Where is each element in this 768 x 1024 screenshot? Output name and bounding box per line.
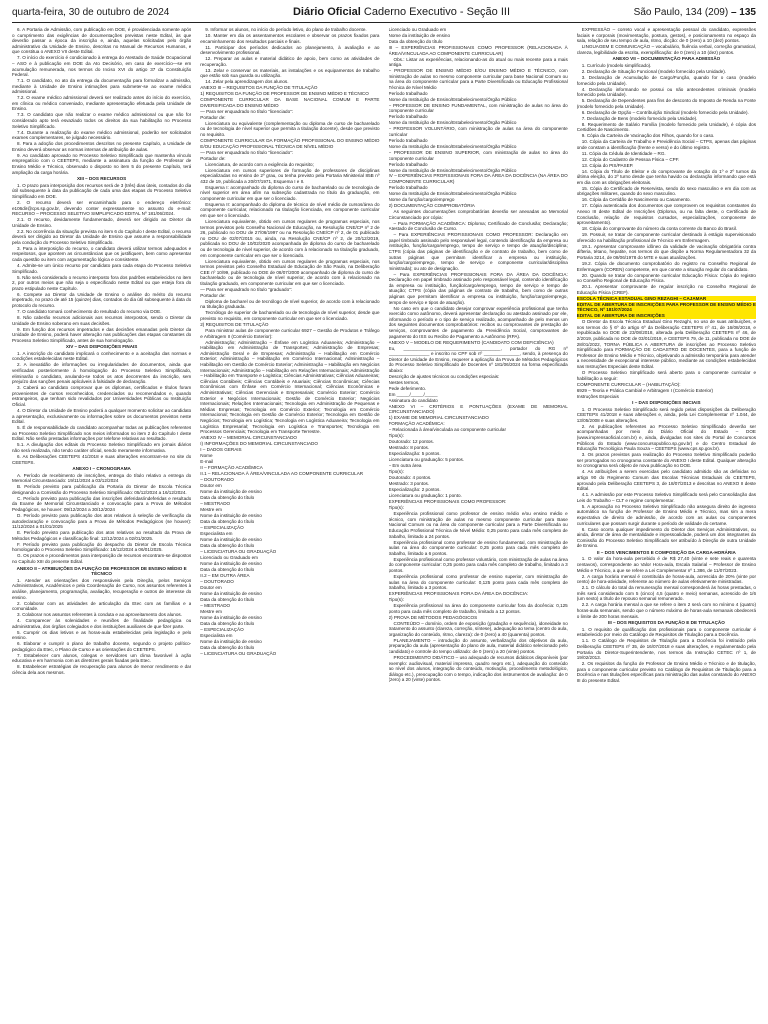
paragraph: 1. O requisito de qualificação dos profissionais para o componente curricular é estabelecido por meio do Catálogo de Requisitos de Titulação para a Docência. xyxy=(576,626,756,638)
paragraph: Portador de: xyxy=(200,114,226,120)
paragraph: 9. Cópia da Carteira de Vacinação dos Filhos, quando for o caso. xyxy=(581,133,715,139)
paragraph: 2.2. A carga horária mensal a que se refere o item 2 será com no mínimo 4 (quatro) horas-aula semanais, sendo que o número máximo de horas-aula semanais obedecerá o limite de 200 horas mensais. xyxy=(576,602,756,619)
paragraph: Licenciatura ou equivalente (complementação ou diploma de curso de bacharelado ou de tecnologia de nível superior que permita a titulação docente), desde que previsto no requisito. xyxy=(200,120,380,137)
paragraph: Licenciatura, de acordo com a exigência do requisito; xyxy=(205,161,314,167)
page-number: – 135 xyxy=(730,7,756,18)
paragraph: 11. Participar dos períodos dedicados ao planejamento, à avaliação e ao desenvolvimento profissional. xyxy=(200,44,380,56)
paragraph: Mestre em xyxy=(200,608,222,614)
paragraph: EXPERIÊNCIAS PROFISSIONAIS FORA DA ÁREA DA DOCÊNCIA: xyxy=(388,591,529,597)
paragraph: Licenciatura ou graduação: 1 ponto. xyxy=(388,493,462,499)
paragraph: 6929 – Teoria e Prática Cambial e Arbitragem I (Comércio Exterior) xyxy=(576,387,714,393)
paragraph: Mestrado: 3 pontos. xyxy=(388,481,430,487)
paragraph: – DOUTORADO xyxy=(200,476,234,482)
paragraph: IV – EXPERIÊNCIAS PROFISSIONAIS FORA DA ÁREA DA DOCÊNCIA (NA ÁREA DO COMPONENTE CURRICULAR) xyxy=(388,173,568,185)
paragraph: Nome da instituição de ensino xyxy=(200,512,262,518)
paragraph: 1. O prazo para interposição dos recursos será de 3 (três) dias úteis, contados do dia útil subsequente à data da publicação de cada uma das etapas do Processo Seletivo Simplificado em DOE. xyxy=(12,182,192,199)
publication-title xyxy=(293,6,510,18)
paragraph: 2. A inexatidão de informações ou irregularidades de documentos, ainda que verificadas posteriormente à homologação do Processo Seletivo Simplificado, eliminarão o candidato, anulando-se todos os atos decorrentes da inscrição, sem prejuízo das sanções penais aplicáveis à falsidade de declaração. xyxy=(12,362,192,385)
paragraph: Data da obtenção do título xyxy=(200,620,255,626)
paragraph: 6. Elaborar e cumprir o plano de trabalho docente, segundo o projeto político-pedagógico da Etec, o Plano de Curso e as orientações do CEETEPS. xyxy=(12,641,192,652)
paragraph: 8. Estabelecer estratégias de recuperação para alunos de menor rendimento e dar ciência dela aos mesmos. xyxy=(12,664,192,675)
paragraph: Nome da Instituição de Ensino/Estabelecimento/Órgão Público xyxy=(388,143,517,149)
paragraph: I) INFORMAÇÕES DO MEMORIAL CIRCUNSTANCIADO xyxy=(200,441,318,447)
paragraph: Eu, ______________________________________, portador do RG nº ________________ e inscrito no CPF sob nº ______________, sendo, à presença do Diretor de Unidade de Ensino, requerer a aplicação da Prova de Métodos Pedagógicos do Processo Seletivo Simplificado de Docentes nº 181/06/2024 na forma especificada abaixo: xyxy=(388,345,568,373)
paragraph: 3. Colaborar nos assuntos referentes à conduta e ao aproveitamento dos alunos. xyxy=(17,612,182,618)
publication-section: Caderno Executivo - Seção III xyxy=(363,6,511,18)
paragraph: 2. O recurso deverá ser encaminhado para o endereço eletrônico: e106dir@cps.sp.gov.br, devendo conter expressamente no assunto do e-mail: RECURSO – PROCESSO SELETIVO SIMPLIFICADO EDITAL Nº 181/06/2024. xyxy=(12,199,192,217)
paragraph: PROCEDIMENTO DIDÁTICO – uso adequado de recursos didáticos disponíveis (por exemplo: audiovisual, material impresso, quadro negro etc.), adequação do conteúdo ao nível dos alunos, integração do conteúdo, motivação, procedimento metodológico, diálogo etc.), preocupação com o tempo, indicação dos instrumentos de avaliação: de 0 (zero) a 20 (vinte) pontos. xyxy=(388,654,568,683)
paragraph: – PROFESSOR DE ENSINO FUNDAMENTAL, com ministração de aulas no área do componente curricular xyxy=(388,102,568,114)
paragraph: – DOUTORADO xyxy=(200,578,234,584)
paragraph: Doutorado: 4 pontos. xyxy=(388,475,432,481)
paragraph: 2. Declaração de Situação Funcional (modelo fornecido pela Unidade). xyxy=(581,68,727,74)
paragraph: 10. Cópia da Carteira de Trabalho e Previdência Social – CTPS, apenas das páginas onde constam a identificação (frente e verso) e do último registro. xyxy=(576,139,756,150)
issue-number: São Paulo, 134 (209) xyxy=(633,7,729,18)
paragraph: 6. Caso ocorra qualquer impedimento do Diretor dos Serviços Administrativos, ou ainda, diretor de área de mentalidade e impessoalidade, poderá um dos integrantes da Comissão do Processo Seletivo Simplificado ser atribuído à Direção de outra Unidade de Ensino. xyxy=(576,526,756,549)
paragraph: – ESPECIALIZAÇÃO xyxy=(200,524,244,530)
paragraph: Especialista em xyxy=(200,530,233,536)
section-heading: III – DOS REQUISITOS DA FUNÇÃO E DE TITULAÇÃO xyxy=(607,620,725,626)
paragraph: Doutorado: 12 pontos. xyxy=(388,439,434,445)
paragraph: No caso em que o candidato desejar comprovar experiência profissional que tenha exercido como autônomo, deverá apresentar declaração ou atestado assinado por ele, informando o período e o tipo de serviço realizado, acompanhado de pelo menos um dos seguintes documentos comprobatórios: recibos ou comprovantes de prestação de serviços, comprovantes de pagamento da Previdência Social, comprovantes de pagamento do ISS ou Recibo de Pagamento a Autônomo (RPA). xyxy=(388,305,568,339)
paragraph: II.1 – RELACIONADA À ÁREA/VINCULADA AO COMPONENTE CURRICULAR xyxy=(200,471,364,476)
paragraph: A. Período de recebimento de inscrições, entrega do título relativo a entrega do Memorial Circunstanciado: 19/11/2024 a 03/12/2024 xyxy=(12,472,192,484)
paragraph: Período trabalhado xyxy=(388,185,428,191)
paragraph: E-mail xyxy=(200,459,214,465)
paragraph: Data da obtenção do título xyxy=(200,566,255,572)
paragraph: F. Período previsto para publicação do despacho do Diretor de Escola Técnica homologando o Processo Seletivo Simplificado: 16/12/2024 a 06/01/2025. xyxy=(12,541,192,553)
notice-heading: EDITAL DE ABERTURA DE INSCRIÇÕES xyxy=(577,313,756,319)
section-heading: XIV – DAS DISPOSIÇÕES FINAIS xyxy=(65,344,138,350)
paragraph: B. Período previsto para publicação da Portaria do Diretor de Escola Técnica designando a Comissão do Processo Seletivo Simplificado: 05/12/2024 a 16/12/2024. xyxy=(12,484,192,495)
paragraph: PLANEJAMENTO – introdução do assunto, verbalização dos objetivos da aula, preparação da aula (apresentação do plano de aula, material didático selecionado pelo candidato) e controle do tempo utilizado: de 0 (zero) a 20 (vinte) pontos. xyxy=(388,637,568,654)
paragraph: 5.1. A divulgação dos editais do Processo Seletivo Simplificado em jornais diários não será realizada, não tendo caráter oficial, sendo meramente informativa. xyxy=(12,442,192,453)
paragraph: 4. As atribuições a serem exercidas pelo candidato admitido são as definidas no artigo 90 do Regimento Comum das Escolas Técnicas Estaduais do CEETEPS, aprovado pela Deliberação CEETEPS 3, de 18/07/2013 e descritas no ANEXO II deste Edital. xyxy=(576,469,756,492)
paragraph: G. Os prazos e procedimentos para interposição de recursos encontram-se dispostos no Capítulo XIII do presente Edital. xyxy=(12,553,192,564)
text-columns xyxy=(12,27,756,1023)
paragraph: Para ministrar aulas de componente curricular 6927 – Gestão de Produtos e Tráfego e Arbitragem II (Comércio Exterior): xyxy=(200,328,380,339)
text-column-4 xyxy=(577,27,756,1023)
paragraph: Licenciado ou Graduado em xyxy=(200,554,258,560)
paragraph: 9. Ao candidato aprovado no Processo Seletivo Simplificado que mantenha vínculo empregatício com o CEETEPS, mediante a assinatura da função de Professor de Ensino Médio e Técnico, observado o disposto no item 5 do presente Capítulo, terá ampliação da carga horária. xyxy=(12,152,192,175)
paragraph: 20. Quando se tratar do componente curricular Educação Física: Cópia do registro no Conselho Regional de Educação Física. xyxy=(576,272,756,284)
paragraph: Nome da instituição de ensino xyxy=(388,32,451,38)
publication-name: Diário Oficial xyxy=(292,6,361,18)
paragraph: Esquema I: acompanhado do diploma do curso de bacharelado ou de tecnologia de nível superior em área afim na subseção cadastrada no título da graduação, em componente curricular em que ser o licenciado. xyxy=(200,184,380,201)
paragraph: Tipo(s): xyxy=(388,469,404,475)
paragraph: 7.3. O candidato que não realizar o exame médico admissional ou que não for considerado apto terá esvaziado todos os direitos da sua habilitação no Processo Seletivo Simplificado. xyxy=(12,112,192,129)
paragraph: ANEXO V – MODELO DE REQUERIMENTO (CANDIDATO COM DEFICIÊNCIA) xyxy=(388,339,554,345)
paragraph: Nome da Instituição de Ensino/Estabelecimento/Órgão Público xyxy=(388,191,517,197)
paragraph: 1.1. O Catálogo de Requisitos de Titulação para a Docência foi instituído pela Deliberação CEETEPS nº 35, de 16/07/2018 e suas alterações, e regulamentado pela Portaria do Diretor-Superintendente, nos termos da Instrução CETEC nº 1, de 19/02/2013. xyxy=(576,638,756,661)
paragraph: Tipo(s): xyxy=(388,597,404,603)
paragraph: Licenciatura equivalente, obtido em cursos regulares de programas especiais, nos termos previstos pelo Conselho Estadual de Educação de São Paulo, na Deliberação CEE nº 10/99, publicado no DOE de 08/07/2000 acompanhado de diploma do curso de bacharelado ou de tecnologia de nível superior, de acordo com à relacionado na titulação graduado, em componente curricular em que ser o licenciado. xyxy=(200,258,380,286)
paragraph: Especialização: 2 pontos. xyxy=(388,487,441,493)
paragraph: 9. Em função dos recursos impetrados e das decisões emanadas pelo Diretor da Unidade de Ensino, poderá haver alteração nas publicações das etapas constantes do Processo Seletivo Simplificado, antes de sua homologação. xyxy=(12,326,192,343)
paragraph: 19.1. Apresentar comprovante idôneo da validade de vacinação obrigatória contra difteria, tétano, hepatite, nos termos do que dispõe a Norma Regulamentadora 32 da Portaria 3214, de 08/06/1978 do MTE e suas atualizações. xyxy=(576,243,756,260)
paragraph: Experiência profissional na área do componente curricular fora da docência: 0,125 ponto para cada mês completo de trabalho, limitado a 12 pontos. xyxy=(388,603,568,614)
paragraph: Nome da instituição de ensino xyxy=(200,560,262,566)
paragraph: 1. A inscrição do candidato implicará o conhecimento e a aceitação das normas e condições estabelecidas neste Edital. xyxy=(12,350,192,362)
paragraph: 1) REQUISITOS DA FUNÇÃO DE PROFESSOR DE ENSINO MÉDIO E TÉCNICO xyxy=(200,91,369,97)
paragraph: Experiência profissional como professor de ensino fundamental, com ministração de aulas na área do componente curricular: 0,25 ponto para cada mês completo de trabalho, limitado a 6 pontos. xyxy=(388,539,568,556)
paragraph: 5. Não será considerado o recurso interposto fora dos padrões estabelecidos no item 2, por outros meios que não seja o especificado neste Edital ou que esteja fora do prazo estipulado neste Capítulo. xyxy=(12,274,192,291)
paragraph: Período trabalhado xyxy=(388,137,428,143)
paragraph: ANEXO IV – MEMORIAL CIRCUNSTANCIADO xyxy=(200,435,297,441)
paragraph: COMPONENTE CURRICULAR DA BASE NACIONAL COMUM E PARTE DIVERSIFICADA DO ENSINO MÉDIO xyxy=(200,97,380,108)
paragraph: 14. Cópia do Título de Eleitor e do comprovante de votação do 1º e 2º turnos da última eleição, do 2º turno desde que tenha havido ou declaração informando que está em dia com as obrigações eleitorais. xyxy=(576,168,756,185)
paragraph: – LICENCIATURA OU GRADUAÇÃO xyxy=(200,650,277,656)
paragraph: – Para EXPERIÊNCIAS PROFISSIONAIS FORA DA ÁREA DA DOCÊNCIA: Declaração em papel timbrado assinado pelo responsável legal, contendo identificação da empresa ou instituição, função/cargo/emprego, tempo de serviço e tempo de atuação; CTPS (cópia das páginas de contrato de trabalho, bem como de outras páginas que permitam identificar a empresa ou instituição, função/cargo/emprego, tempo de serviço e tipos de atuação). xyxy=(388,271,568,305)
paragraph: Obs.: Listar as experiências, relacionando-as do atual ou mais recente para a mais antiga. xyxy=(388,56,568,68)
paragraph: 19. Possuir, se tratar de componente curricular destinado à estágio supervisionado oferecido na habilitação profissional de Técnico em Enfermagem. xyxy=(576,232,756,243)
paragraph: 2.1. O cálculo do total da remuneração mensal corresponderá às horas prestadas, o mês será considerado com 5 (cinco) 4,5 (quatro e meio) semanas, acrescido de 1/6 (um sexto) a título de repouso semanal remunerado. xyxy=(576,585,756,602)
paragraph: 6. A Portaria de Admissão, com publicação em DOE, é providenciada somente após o cumprimento das exigências de documentações previstas neste Edital, às que deverão passar a época da inscrição e, ainda, aquelas solicitadas pelo órgão administrativo da Unidade de Ensino, descritas no Manual de Recursos Humanos, e que constitua o ANEXO VII deste Edital. xyxy=(12,27,192,55)
paragraph: 12. Cópia do Cadastro de Pessoa Física – CPF. xyxy=(581,156,680,162)
paragraph: 6. Declaração de Opção – Contribuição Sindical (modelo fornecido pela Unidade). xyxy=(581,109,749,115)
text-column-3 xyxy=(389,27,568,1023)
paragraph: 2) DOCUMENTAÇÃO COMPROBATÓRIA xyxy=(388,203,475,209)
paragraph: Data da obtenção do título xyxy=(200,596,255,602)
paragraph: Nome da instituição de ensino xyxy=(200,614,262,620)
paragraph: Data da obtenção do título xyxy=(200,518,255,524)
paragraph: Data da obtenção do título xyxy=(200,644,255,650)
paragraph: 19.2. Cópia de documento comprobatório do registro no Conselho Regional de Enfermagem (COREN) competente, em que conste a situação regular do candidato. xyxy=(576,260,756,272)
paragraph: Especialista em xyxy=(200,632,233,638)
paragraph: 4. Comparecer às solenidades e reuniões de finalidade pedagógica ou administrativa, dos órgãos colegiados e dos instituições auxiliares de que fizer parte. xyxy=(12,618,192,629)
paragraph: 4. Declaração informando se possui ou não antecedentes criminais (modelo fornecido pela Unidade). xyxy=(576,86,756,98)
paragraph: 17. Cópia autenticada dos documentos que comprovem os requisitos constantes do Anexo III deste Edital de Inscrições (Diploma, ou na falta deste, o Certificado de Conclusão, relação de requisitos cursados, especializações, componente de aproveitamento). xyxy=(576,203,756,226)
section-heading: XIII – DOS RECURSOS xyxy=(76,176,127,182)
paragraph: COMPONENTE CURRICULAR – (HABILITAÇÃO): xyxy=(576,381,681,387)
paragraph: Instruções Especiais xyxy=(576,393,619,399)
paragraph: Em _____/_____/_____ xyxy=(388,391,438,397)
paragraph: ANEXO VI – CRITÉRIOS E PONTUAÇÕES (EXAME DE MEMORIAL CIRCUNSTANCIADO) xyxy=(388,403,568,415)
paragraph: – Para FORMAÇÃO ACADÊMICA: Diploma; Certificado de Conclusão; Declaração; Atestado de Conclusão de Curso. xyxy=(388,220,568,232)
paragraph: — Para ser enquadrado no título “licenciado”: xyxy=(200,108,293,114)
paragraph: 20.1. Apresentar comprovante de regular inscrição no Conselho Regional de Educação Física (CREF). xyxy=(576,284,756,295)
paragraph: 7. O início do exercício é condicionado à entrega do Atestado de Saúde Ocupacional – ASO e à publicação em DOE da Ato Decisório, em caso de exercício—se em acumulação remunerada, nos termos do Inciso XVI do artigo 37 da Constituição Federal. xyxy=(12,55,192,78)
paragraph: 10. Manter em dia os assentamentos escolares e observar os prazos fixados para encaminhamento dos resultados parciais e finais. xyxy=(200,32,380,44)
paragraph: 2. A carga horária mensal é constituída de horas-aula, acrescida de 20% (vinte por cento) de hora-atividade, referente ao número de aulas efetivamente ministradas. xyxy=(576,573,756,585)
paragraph: Período trabalhado xyxy=(388,90,428,96)
paragraph: 5. É de responsabilidade do candidato acompanhar todas as publicações referentes ao Processo Seletivo Simplificado nos meios informados no item 2 do Capítulo I deste Edital. Não serão prestadas informações por telefone relativas ao resultado. xyxy=(12,425,192,442)
paragraph: 18. Cópia do comprovante do número da conta corrente do Banco do Brasil. xyxy=(581,226,738,232)
paragraph: Pede deferimento. xyxy=(388,385,427,391)
paragraph: Especialização: 5 pontos. xyxy=(388,451,441,457)
paragraph: Mestre em xyxy=(200,506,222,512)
paragraph: – Em outra área xyxy=(388,463,422,469)
paragraph: Descrição de ajustes técnicos ou condições especiais: xyxy=(388,373,500,379)
paragraph: Portador de: xyxy=(200,155,226,161)
paragraph: Administração; Administração – Ênfase em Logística Aduaneira; Administração – Habilitação em Administração de Transportes; Administração de Empresas; Administração Geral e de Empresas; Administração – Habilitação em Comércio Exterior; Administração – Habilitação em Comércio Internacional; Administração – Habilitação em Gestão de Comércio Exterior; Administração – Habilitação em Negócios Internacionais; Administração – Habilitação em Relações Internacionais; Administração – Habilitação em Transporte e Logística; Ciências Administrativas; Ciências Aduaneiras; Ciências Contábeis; Ciências Contábeis e Atuariais; Ciências Econômicas; Ciências Econômicas com Ênfase em Comércio Internacional; Ciências Econômicas e Administrativas; Ciências Gerenciais e Empresariais; Comércio Exterior; Comércio Exterior e Negócios Internacionais; Gestão de Comércio Exterior; Negócios Internacionais; Relações Internacionais; Tecnologia em Administração de Pequenas e Médias Empresas; Tecnologia em Comércio Exterior; Tecnologia em Comércio Internacional; Tecnologia em Gestão de Comércio Exterior; Tecnologia em Gestão de Negócios; Tecnologia em Logística; Tecnologia em Logística Aduaneira; Tecnologia em Logística Empresarial; Tecnologia em Logística e Transportes; Tecnologia em Processos Gerenciais; Tecnologia em Transporte Terrestre. xyxy=(200,339,380,435)
paragraph: Doutor em xyxy=(200,482,222,488)
paragraph: Data da obtenção do título xyxy=(200,542,255,548)
paragraph: 7. Declaração de Bens (modelo fornecido pela Unidade). xyxy=(581,115,698,121)
paragraph: D. Período previsto para publicação dos atos relativos à seleção de verificação da autodeclaração e convocação para a Prova de Métodos Pedagógicos (se houver): 11/12/2024 a 01/01/2025 xyxy=(12,513,192,530)
paragraph: Experiência profissional como professor voluntário, com ministração de aulas na área do componente curricular: 0,25 ponto para cada mês completo de trabalho, limitado a 3 pontos. xyxy=(388,556,568,573)
text-column-1 xyxy=(12,27,191,1023)
paragraph: 1. Atender as orientações dos responsáveis pela Direção, pelos Serviços Administrativos, Acadêmicos e pela Coordenação de Curso, nos assuntos referentes à análise, planejamento, programação, avaliação, recuperação e outros de interesse do ensino. xyxy=(12,577,192,600)
paragraph: 1. O valor da hora-aula percebido é de R$ 27,40 (vinte e sete reais e quarenta centavos), correspondente ao Valor Hora-aula, Escala Salarial – Professor de Ensino Médio e Técnico, a que se refere a Lei Complementar nº 1.386, de 11/07/2023. xyxy=(576,556,756,573)
paragraph: Nome da instituição de ensino xyxy=(200,638,262,644)
paragraph: Nome da instituição de ensino xyxy=(200,488,262,494)
paragraph: Experiência profissional como professor de ensino médio e/ou ensino médio e técnico, com ministração de aulas no mesmo componente curricular para Base Nacional Comum ou na área do componente curricular para a Parte Diversificada ou Educação Profissional Técnica de Nível Médio: 0,25 ponto para cada mês completo de trabalho, limitado a 24 pontos. xyxy=(388,511,568,539)
paragraph: Esquema II: acompanhado do diploma de técnico de nível médio de cursos/área do componente curricular, relacionado na titulação licenciada, em componente curricular em que ser o licenciado. xyxy=(200,201,380,219)
paragraph: 2.2. No ocorrência da situação prevista no item 6 do Capítulo I deste Edital, o recurso deverá ser dirigido ao Diretor da Unidade de Ensino que assume a responsabilidade pela condução do Processo Seletivo Simplificado. xyxy=(12,228,192,245)
paragraph: COMPONENTE CURRICULAR DA FORMAÇÃO PROFISSIONAL DO ENSINO MÉDIO E/OU EDUCAÇÃO PROFISSIONAL TÉCNICA DE NÍVEL MÉDIO xyxy=(200,137,380,149)
paragraph: Experiência profissional como professor de ensino superior, com ministração de aulas na área do componente curricular: 0,125 ponto para cada mês completo de trabalho, limitado a 3 pontos. xyxy=(388,573,568,591)
paragraph: 2.1. O recurso, devidamente fundamentado, deverá ser dirigido ao Diretor da Unidade de Ensino. xyxy=(12,217,192,228)
paragraph: – Para EXPERIÊNCIAS PROFISSIONAIS COMO PROFESSOR: Declaração em papel timbrado assinado pelo responsável legal, contendo identificação da empresa ou instituição, função/cargo/emprego, tempo de serviço e tempo de atuação/disciplina; CTPS (cópia das páginas de identificação e de contrato de trabalho, bem como de outras páginas que permitam identificar a empresa ou instituição, função/cargo/emprego, tempo de serviço e componente curricular/disciplina ministrada); ou ato de designação. xyxy=(388,232,568,271)
paragraph: ANEXO III – REQUISITOS DA FUNÇÃO DE TITULAÇÃO xyxy=(200,85,318,91)
paragraph: Tipo(s): xyxy=(388,433,404,439)
notice-heading: ESCOLA TÉCNICA ESTADUAL GINO REZAGHI – CAJAMAR xyxy=(577,296,756,302)
paragraph: Data da obtenção do título xyxy=(200,494,255,500)
paragraph: — Para ser enquadrado no título “licenciado”: xyxy=(200,149,293,155)
section-heading: ANEXO VII – DOCUMENTAÇÃO PARA ADMISSÃO xyxy=(612,56,721,62)
section-heading: II – DOS VENCIMENTOS E COMPOSIÇÃO DA CARGA-HORÁRIA xyxy=(596,549,736,555)
paragraph: Período trabalhado xyxy=(388,161,428,167)
paragraph: 11. Cópia da Cédula de Identidade – RG. xyxy=(581,150,666,156)
paragraph: 3. Declaração de Acumulação de Cargo/Função, quando for o caso (modelo fornecido pela Unidade). xyxy=(576,74,756,86)
paragraph: 7.2. O exame médico admissional deverá ser realizado antes do início do exercício, em clínica ou médico conveniado, mediante apresentação efetuada pela Unidade de Ensino. xyxy=(12,95,192,112)
paragraph: – MESTRADO xyxy=(200,602,231,608)
paragraph: 4. O Diretor da Unidade de Ensino poderá a qualquer momento solicitar ao candidato a apresentação, exclusivamente ou informações sobre os documentos previstos neste Edital. xyxy=(12,408,192,425)
paragraph: Licenciatura ou graduação: 5 pontos. xyxy=(388,457,465,463)
paragraph: – LICENCIATURA OU GRADUAÇÃO xyxy=(200,548,277,554)
section-heading: ANEXO I – CRONOGRAMA xyxy=(72,466,131,472)
paragraph: Nome da instituição de ensino xyxy=(200,536,262,542)
paragraph: Período trabalhado xyxy=(388,114,428,120)
paragraph: Licenciado ou Graduado em xyxy=(388,27,447,32)
paragraph: 2. Os requisitos da função de Professor de Ensino Médio e Técnico e de titulação, para o componente curricular previsto no Catálogo de Requisitos de Titulação para a Docência e nas titulações específicas para ministração das aulas constando do ANEXO III do presente Edital. xyxy=(576,661,756,683)
paragraph: 3. Para a interposição do recurso, o candidato deverá utilizar termos adequados e respeitosos, que apontem as circunstâncias que os justifiquem, bem como apresentar cada questão ou item com argumentação lógica e consistente. xyxy=(12,245,192,263)
issue-date: quarta-feira, 30 de outubro de 2024 xyxy=(12,7,170,18)
paragraph: 7.1. O candidato, no ato da entrega da documentação para formalizar a admissão, mediante à Unidade de Ensino intimações para submeter-se ao exame médico admissional. xyxy=(12,78,192,95)
masthead xyxy=(12,6,756,23)
paragraph: 5. Cumprir os dias letivos e as horas-aula estabelecidas pela legislação e pelo ensino. xyxy=(12,629,192,641)
section-heading: I – DAS DISPOSIÇÕES INICIAIS xyxy=(632,400,701,406)
paragraph: 8. Para a adoção dos procedimentos descritos no presente Capítulo, a Unidade de Ensino deverá observar as normas internas de atribuição de aulas. xyxy=(12,141,192,152)
paragraph: 5. A aprovação no Processo Seletivo Simplificado não assegura direito de ingresso automático na função de Professor de Ensino Médio e Técnico, mas sim a mera expectativa de direito de admissão, de acordo com as aulas ou componentes curriculares que possam surgir durante o período de validade do certame. xyxy=(576,503,756,526)
paragraph: 2. Colaborar com as atividades de articulação da Etec com as famílias e a comunidade. xyxy=(12,600,192,612)
paragraph: Nome da Instituição de Ensino/Estabelecimento/Órgão Público xyxy=(388,120,517,126)
paragraph: 13. Cópia do PIS/PASEP. xyxy=(581,162,634,168)
paragraph: II – FORMAÇÃO ACADÊMICA xyxy=(200,465,263,471)
paragraph: – PROFESSOR VOLUNTÁRIO, com ministração de aulas na área do componente curricular xyxy=(388,126,568,137)
paragraph: Tipo(s): xyxy=(388,505,404,511)
paragraph: – ESPECIALIZAÇÃO xyxy=(200,626,244,632)
paragraph: — Para ser enquadrado no título “graduado”: xyxy=(200,286,292,292)
paragraph: Tecnólogo de superior de bacharelado ou de tecnologia de nível superior, desde que previsto no requisito, em componente curricular em que ser o licenciado. xyxy=(200,310,380,322)
paragraph: 15. Cópia do Certificado de Reservista, sendo do sexo masculino e em dia com as obrigações militares, quando do sexo masculino. xyxy=(576,185,756,197)
paragraph: 8. Não caberão recursos adicionais aos recursos interpostos, sendo o Diretor da Unidade de Ensino soberano em suas decisões. xyxy=(12,314,192,326)
paragraph: 3. Caberá ao candidato comprovar que os diplomas, certificados e títulos foram provenientes de cursos reconhecidos, credenciados ou recomendados e, quando estrangeiros, que tenham sido revalidados por Universidades Públicas ou Instituição Oficial. xyxy=(12,385,192,408)
paragraph: As seguintes documentações comprobatórias deverão ser anexadas ao Memorial Circunstanciado por cópia: xyxy=(388,209,568,220)
paragraph: CONTEÚDO – domínio, ordem de exposição (gradação e sequência), idoneidade no tratamento do assunto (clareza, correção, síntese), adequação ao tema (centro do aula, organização do conteúdo, ritmo, clareza): de 0 (zero) a 40 (quarenta) pontos. xyxy=(388,620,568,637)
paragraph: Licenciatura equivalente, obtido em cursos regulares de programas especiais, nos termos previstos pelo Conselho Nacional de Educação, na Resolução CNE/CP nº 2 de 26, publicado no DOU de 27/06/1997 ou na Resolução CNE/CP nº 2, de 01 publicado no DOU de 02/07/2015 ou, ainda, na Resolução CNE/CP nº 2, de 20/12/2019, publicada no DOU de 10/02/2020 acompanhada de diploma do curso de bacharelado ou de tecnologia de nível superior, de acordo com à relacionado na titulação graduado, em componente curricular em que ser o licenciado. xyxy=(200,219,380,258)
paragraph: 7.4. Durante a realização do exame médico admissional, poderão ser solicitados exames complementares, se julgado necessário. xyxy=(12,129,192,141)
paragraph: Mestrado: 8 pontos. xyxy=(388,445,430,451)
paragraph: Licenciatura em cursos superiores de formação de professores de disciplinas especializadas no ensino de 2º grau, ou tenha previsto pela Portaria Ministerial 85B nº 432 de 19, publicada a 20/07/1971, Esquema I e II. xyxy=(200,167,380,184)
paragraph: II.2 – EM OUTRA ÁREA xyxy=(200,572,250,578)
paragraph: Diploma de bacharel ou de tecnólogo de nível superior, de acordo com à relacionado na titulação graduada. xyxy=(200,298,380,310)
text-column-2 xyxy=(200,27,379,1023)
paragraph: EXPERIÊNCIAS PROFISSIONAIS COMO PROFESSOR: xyxy=(388,499,507,505)
paragraph: C. Período previsto para publicação das inscrições deferidas/indeferidas e resultado da Exame de Memorial Circunstanciado e convocação para a Prova de Métodos Pedagógicos, se houver: 09/12/2024 a 30/12/2024 xyxy=(12,495,192,513)
paragraph: 7. Estabelecer com alunos, colegas e servidores um clima favorável à ação educativa e em harmonia com as diretrizes gerais fixadas pela Etec. xyxy=(12,652,192,664)
paragraph: 2) PROVA DE MÉTODOS PEDAGÓGICOS xyxy=(388,614,478,620)
paragraph: Nome da Instituição de Ensino/Estabelecimento/Órgão Público xyxy=(388,96,517,102)
paragraph: – MESTRADO xyxy=(200,500,231,506)
paragraph: 2. As publicações referentes ao Processo Seletivo Simplificado deverão ser acompanhadas por meio do Diário Oficial do Estado – DOE (www.imprensaoficial.com.br) e, ainda, divulgadas nos sites do Portal de Concursos Públicos do Estado (www.concursopublico.sp.gov.br) e do Centro Estadual de Educação Tecnológica Paula Souza – CEETEPS (www.cps.sp.gov.br). xyxy=(576,423,756,452)
notice-heading: EDITAL DE ABERTURA DE INSCRIÇÕES PARA PROFESSOR DE ENSINO MÉDIO E TÉCNICO, Nº 181/07/2024 xyxy=(576,301,756,313)
paragraph: 1) EXAME DE MEMORIAL CIRCUNSTANCIADO xyxy=(388,415,489,421)
paragraph: 1. Currículo (modelo simplificado). xyxy=(581,62,652,68)
paragraph: 4.1. A admissão por este Processo Seletivo Simplificado será pelo Consolidação das Leis do Trabalho – CLT e regime complementar. xyxy=(576,492,756,503)
paragraph: Nestes termos, xyxy=(388,379,420,385)
paragraph: 2) REQUISITOS DE TITULAÇÃO xyxy=(200,322,269,328)
paragraph: III – EXPERIÊNCIAS PROFISSIONAIS COMO PROFESSOR (RELACIONADA À ÁREA/VINCULADA AO COMPONENTE CURRICULAR) xyxy=(388,44,568,56)
paragraph: Portador de: xyxy=(200,292,226,298)
paragraph: E. Período previsto para publicação dos atos relativos ao resultado da Prova de Métodos Pedagógicos e classificação final: 12/12/2024 a 02/01/2025. xyxy=(12,530,192,541)
paragraph: Nome da função/cargo/emprego xyxy=(388,197,455,203)
paragraph: 3. Os prazos previstos para realização do Processo Seletivo Simplificado poderão ser prorrogados no cronograma constante do ANEXO I deste Edital. Qualquer alteração no cronograma será objeto de nova publicação no DOE. xyxy=(576,452,756,469)
paragraph: Doutor em xyxy=(200,584,222,590)
paragraph: I – DADOS GERAIS xyxy=(200,447,242,453)
paragraph: Nome xyxy=(200,453,213,459)
paragraph: 9. Informar os alunos, no início do período letivo, do plano de trabalho docente. xyxy=(205,27,367,32)
paragraph: LINGUAGEM E COMUNICAÇÃO – vocabulário, fluência verbal, correção gramatical, clareza, legibilidade da escrita, exemplificação: de 0 (zero) a 10 (dez) pontos. xyxy=(576,44,756,55)
issue-location xyxy=(634,7,756,18)
paragraph: 13. Zelar e conservar os materiais, as instalações e os equipamentos de trabalho que estão sob sua guarda ou utilização. xyxy=(200,67,380,79)
paragraph: O Diretor da Escola Técnica Estadual Gino Rezaghi, no uso de suas atribuições, e nos termos do § 6º do artigo 6º da Deliberação CEETEPS nº 41, de 16/08/2018, e republicada no DOE de 23/08/2018, alterada pela Deliberação CEETEPS nº 46, de 2/2019, publicada no DOE de 03/01/2019, e CEETEPS 79, de 11, publicada no DOE de 28/01/2022, TORNA PÚBLICA A ABERTURA de inscrições ao Processo Seletivo Simplificado para FORMAÇÃO DE CADASTRO DE DOCENTES, para a função de Professor de Ensino Médio e Técnico, objetivando a admissão temporária para atender a necessidade de excepcional interesse público, mediante as condições estabelecidas nas Instruções Especiais deste Edital. xyxy=(576,319,756,369)
paragraph: Data da obtenção do título xyxy=(388,38,443,44)
paragraph: 4. Admite-se um único recurso por candidato para cada etapa do Processo Seletivo Simplificado. xyxy=(12,263,192,274)
paragraph: – Relacionada à área/vinculada ao componente curricular xyxy=(388,427,506,433)
paragraph: 5. Declaração de Dependentes para fins de desconto do Imposto de Renda na Fonte (modelo fornecido pela Unidade). xyxy=(576,98,756,109)
paragraph: 6. Compete ao Diretor da Unidade de Ensino o análise do mérito do recurso impetrado, no prazo de até 15 (quinze) dias, contados do dia útil subsequente à data do protocolo do recurso. xyxy=(12,291,192,308)
section-heading: ANEXO II – ATRIBUIÇÕES DA FUNÇÃO DE PROFESSOR DE ENSINO MÉDIO E TÉCNICO xyxy=(16,565,187,577)
paragraph: – PROFESSOR DE ENSINO MÉDIO E/OU ENSINO MÉDIO E TÉCNICO, com ministração de aulas no mesmo componente curricular para base Nacional Comum ou na área do componente curricular para a Parte Diversificada ou Educação Profissional Técnica de Nível Médio xyxy=(388,68,568,90)
paragraph: O Processo Seletivo Simplificado será aberto para o componente curricular e habilitação a seguir: xyxy=(576,369,756,381)
paragraph: 8. Requerimento de Salário Família (modelo fornecido pela Unidade), é cópia dos Certidões de Nascimento. xyxy=(576,121,756,133)
paragraph: 6. As Deliberações CEETEPS 41/2018 e suas alterações encontram-se no site do CEETEPS. xyxy=(12,453,192,465)
paragraph: FORMAÇÃO ACADÊMICA: xyxy=(388,421,445,427)
paragraph: Nome da instituição de ensino xyxy=(200,590,262,596)
paragraph: EXPRESSÃO – correto vocal e apresentação pessoal do candidato, expressões faciais e corporais (movimentação, postura, gestos), e posicionamento no espaço da sala, relação de seu tempo de aula, ritmo, dicção: de 0 (zero) a 10 (dez) pontos. xyxy=(576,27,756,44)
paragraph: 12. Preparar as aulas e material didático de apoio, bem como as atividades de recuperação. xyxy=(200,56,380,67)
paragraph: 14. Zelar pela aprendizagem dos alunos. xyxy=(205,79,289,85)
paragraph: 1. O Processo Seletivo Simplificado será regido pelas disposições da Deliberação CEETEPS 41/2018 e suas alterações e, ainda, pela Lei Complementar nº 1.044, de 13/05/2008 e suas alterações. xyxy=(576,406,756,423)
paragraph: – PROFESSOR DE ENSINO SUPERIOR, com ministração de aulas no área do componente curricular xyxy=(388,149,568,161)
paragraph: Assinatura do candidato xyxy=(388,397,438,403)
paragraph: 16. Cópia da Certidão de Nascimento ou Casamento. xyxy=(581,197,691,203)
paragraph: Nome da Instituição de Ensino/Estabelecimento/Órgão Público xyxy=(388,167,517,173)
paragraph: 7. O candidato tomará conhecimento do resultado do recurso via DOE. xyxy=(17,308,162,314)
